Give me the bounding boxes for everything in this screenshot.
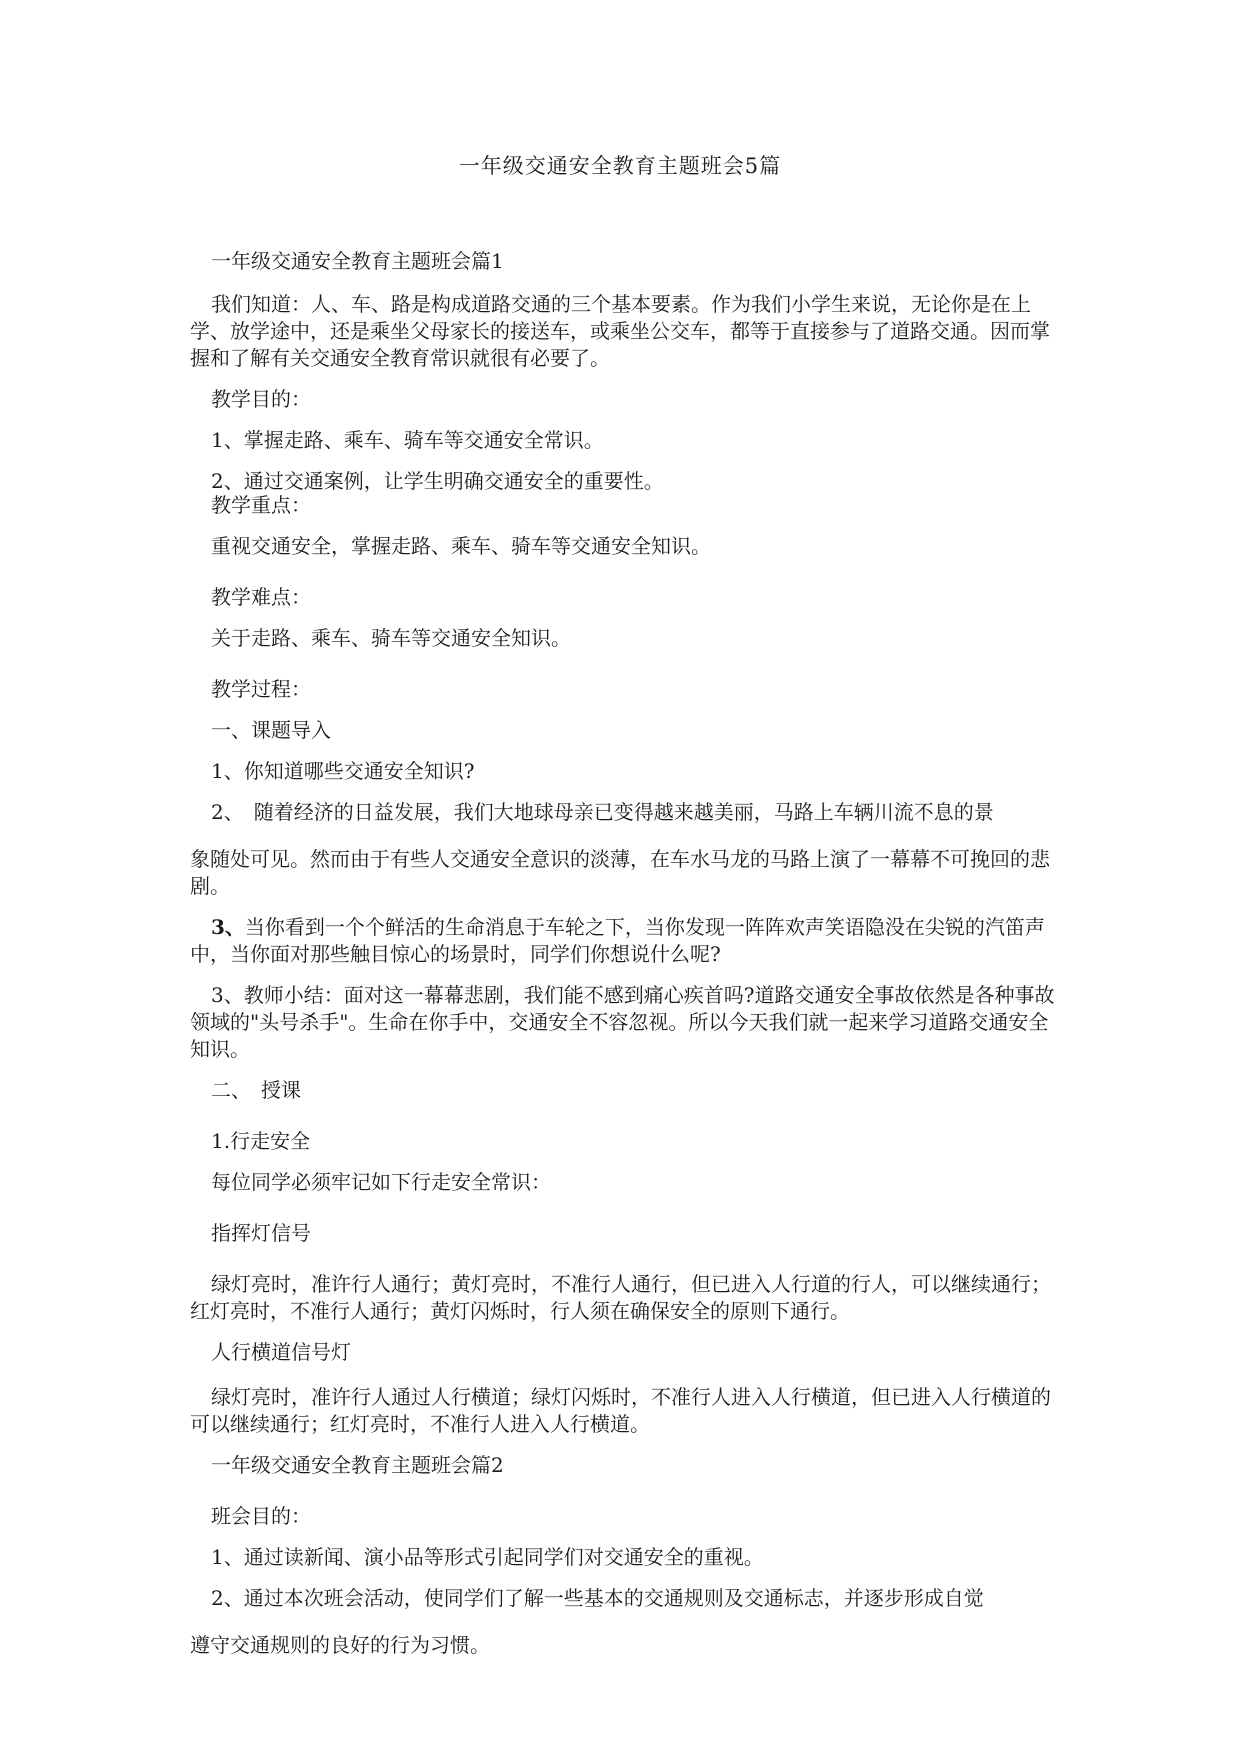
document-body — [190, 248, 1060, 1659]
heading-teaching-goal: 教学目的： — [211, 387, 311, 411]
crosswalk-light-heading: 人行横道信号灯 — [211, 1340, 351, 1364]
meeting-goal-1: 1、通过读新闻、演小品等形式引起同学们对交通安全的重视。 — [211, 1545, 764, 1569]
crosswalk-light-rules: 绿灯亮时，准许行人通过人行横道；绿灯闪烁时，不准行人进入人行横道，但已进入人行横道的可以继续通行；红灯亮时，不准行人进入人行横道。 — [190, 1385, 1051, 1436]
meeting-goal-2: 2、通过本次班会活动，使同学们了解一些基本的交通规则及交通标志，并逐步形成自觉 — [211, 1586, 984, 1610]
section-heading-2: 一年级交通安全教育主题班会篇2 — [211, 1453, 504, 1477]
step-one-heading: 一、课题导入 — [211, 718, 331, 742]
question-3 — [190, 914, 1060, 968]
walking-safety-heading: 1.行走安全 — [211, 1129, 311, 1153]
question-3-text: 当你看到一个个鲜活的生命消息于车轮之下，当你发现一阵阵欢声笑语隐没在尖锐的汽笛声中，当你面对那些触目惊心的场景时，同学们你想说什么呢? — [190, 915, 1045, 966]
walking-safety-intro: 每位同学必须牢记如下行走安全常识： — [211, 1170, 551, 1194]
section-heading-1: 一年级交通安全教育主题班会篇1 — [211, 249, 504, 273]
question-2-continued: 象随处可见。然而由于有些人交通安全意识的淡薄，在车水马龙的马路上演了一幕幕不可挽回的悲剧。 — [190, 847, 1050, 898]
meeting-goal-2-continued: 遵守交通规则的良好的行为习惯。 — [190, 1633, 490, 1657]
intro-paragraph: 我们知道：人、车、路是构成道路交通的三个基本要素。作为我们小学生来说，无论你是在上学、放学途中，还是乘坐父母家长的接送车，或乘坐公交车，都等于直接参与了道路交通。因而掌握和了解有关交通安全教育常识就很有必要了。 — [190, 292, 1050, 370]
traffic-light-rules: 绿灯亮时，准许行人通行；黄灯亮时，不准行人通行，但已进入人行道的行人，可以继续通行；红灯亮时，不准行人通行；黄灯闪烁时，行人须在确保安全的原则下通行。 — [190, 1272, 1051, 1323]
difficulty-text: 关于走路、乘车、骑车等交通安全知识。 — [211, 626, 571, 650]
question-2: 2、 随着经济的日益发展，我们大地球母亲已变得越来越美丽，马路上车辆川流不息的景 — [211, 800, 994, 824]
teacher-summary: 3、教师小结：面对这一幕幕悲剧，我们能不感到痛心疾首吗?道路交通安全事故依然是各种事故领域的"头号杀手"。生命在你手中，交通安全不容忽视。所以今天我们就一起来学习道路交通安全知识。 — [190, 983, 1055, 1061]
question-3-number: 3、 — [211, 915, 245, 939]
goal-item-2: 2、通过交通案例，让学生明确交通安全的重要性。 — [211, 469, 664, 493]
goal-item-1: 1、掌握走路、乘车、骑车等交通安全常识。 — [211, 428, 604, 452]
heading-teaching-process: 教学过程： — [211, 677, 311, 701]
traffic-light-heading: 指挥灯信号 — [211, 1221, 311, 1245]
heading-meeting-goal: 班会目的： — [211, 1504, 311, 1528]
heading-teaching-focus: 教学重点： — [211, 493, 311, 517]
document-title: 一年级交通安全教育主题班会5篇 — [458, 154, 782, 178]
heading-teaching-difficulty: 教学难点： — [211, 585, 311, 609]
focus-text: 重视交通安全，掌握走路、乘车、骑车等交通安全知识。 — [211, 534, 711, 558]
step-two-heading: 二、 授课 — [211, 1078, 301, 1102]
question-1: 1、你知道哪些交通安全知识? — [211, 759, 475, 783]
